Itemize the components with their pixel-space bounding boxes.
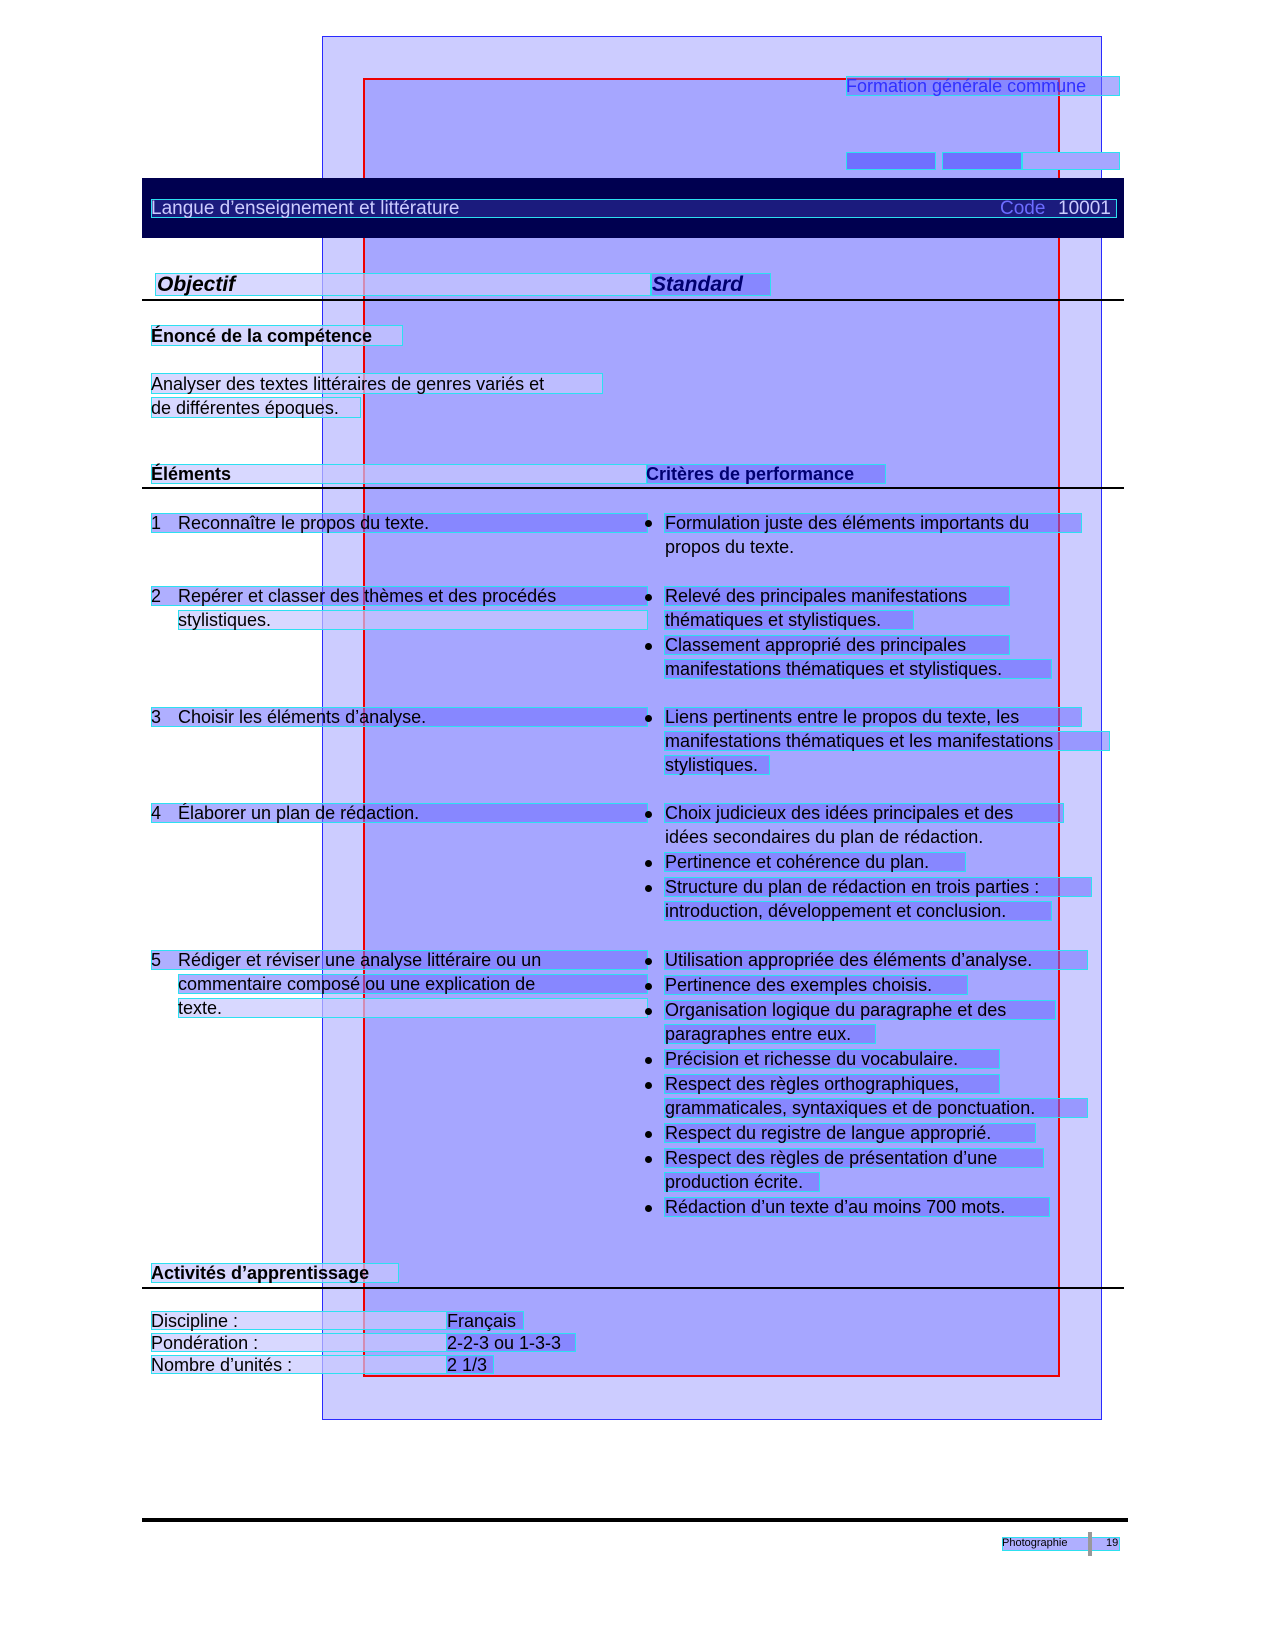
element-text: stylistiques. xyxy=(178,610,272,630)
footer-section: Photographie xyxy=(1002,1537,1068,1549)
criterion-text: Structure du plan de rédaction en trois parties : xyxy=(665,877,1040,897)
criterion-text: Formulation juste des éléments importants du xyxy=(665,513,1030,533)
criterion-text: idées secondaires du plan de rédaction. xyxy=(665,827,984,847)
element-number: 2 xyxy=(151,586,162,606)
criterion-text: stylistiques. xyxy=(665,755,759,775)
course-title: Langue d’enseignement et littérature xyxy=(151,198,460,219)
bullet-icon xyxy=(645,715,652,722)
footer-rule xyxy=(142,1518,1128,1522)
criterion-text: Pertinence et cohérence du plan. xyxy=(665,852,930,872)
criterion-text: Choix judicieux des idées principales et des xyxy=(665,803,1014,823)
criterion-text: introduction, développement et conclusion. xyxy=(665,901,1007,921)
bullet-icon xyxy=(645,1131,652,1138)
element-text: Reconnaître le propos du texte. xyxy=(178,513,430,533)
header-bar-segment xyxy=(1022,152,1120,170)
bullet-icon xyxy=(645,1156,652,1163)
bullet-icon xyxy=(645,1205,652,1212)
criterion-text: Classement approprié des principales xyxy=(665,635,967,655)
element-text: Rédiger et réviser une analyse littéraire ou un xyxy=(178,950,542,970)
criterion-text: Liens pertinents entre le propos du texte, les xyxy=(665,707,1020,727)
objectif-heading: Objectif xyxy=(157,273,236,296)
bullet-icon xyxy=(645,958,652,965)
bullet-icon xyxy=(645,594,652,601)
criterion-text: Rédaction d’un texte d’au moins 700 mots. xyxy=(665,1197,1006,1217)
criterion-text: manifestations thématiques et les manifestations xyxy=(665,731,1054,751)
element-text: commentaire composé ou une explication de xyxy=(178,974,536,994)
header-bar-segment xyxy=(846,152,936,170)
bullet-icon xyxy=(645,811,652,818)
element-text: Choisir les éléments d’analyse. xyxy=(178,707,427,727)
code-label: Code xyxy=(1000,198,1046,219)
bullet-icon xyxy=(645,1082,652,1089)
competence-line: de différentes époques. xyxy=(151,398,339,418)
activity-label: Pondération : xyxy=(151,1333,259,1353)
criterion-text: Relevé des principales manifestations xyxy=(665,586,968,606)
criterion-text: paragraphes entre eux. xyxy=(665,1024,852,1044)
code-value: 10001 xyxy=(1058,198,1111,219)
divider-activities xyxy=(142,1287,1124,1289)
competence-heading: Énoncé de la compétence xyxy=(151,326,373,346)
divider-elements xyxy=(142,487,1124,489)
criterion-text: Respect des règles orthographiques, xyxy=(665,1074,960,1094)
bullet-icon xyxy=(645,1057,652,1064)
criterion-text: Organisation logique du paragraphe et des xyxy=(665,1000,1007,1020)
criterion-text: Respect des règles de présentation d’une xyxy=(665,1148,998,1168)
elements-heading: Éléments xyxy=(151,464,232,484)
criterion-text: thématiques et stylistiques. xyxy=(665,610,882,630)
element-text: Repérer et classer des thèmes et des procédés xyxy=(178,586,557,606)
activity-label: Nombre d’unités : xyxy=(151,1355,293,1375)
element-number: 4 xyxy=(151,803,162,823)
criterion-text: Pertinence des exemples choisis. xyxy=(665,975,933,995)
header-bar xyxy=(846,152,1120,170)
standard-heading: Standard xyxy=(652,273,744,296)
bullet-icon xyxy=(645,860,652,867)
divider-objectif xyxy=(142,299,1124,301)
criterion-text: Respect du registre de langue approprié. xyxy=(665,1123,992,1143)
bullet-icon xyxy=(645,520,652,527)
activity-value: 2-2-3 ou 1-3-3 xyxy=(447,1333,562,1353)
element-highlight xyxy=(178,998,648,1018)
element-text: Élaborer un plan de rédaction. xyxy=(178,803,420,823)
activity-label: Discipline : xyxy=(151,1311,239,1331)
bullet-icon xyxy=(645,983,652,990)
activity-value: Français xyxy=(447,1311,517,1331)
bullet-icon xyxy=(645,643,652,650)
header-bar-segment xyxy=(942,152,1022,170)
element-number: 5 xyxy=(151,950,162,970)
footer-page-number: 19 xyxy=(1106,1537,1119,1549)
element-text: texte. xyxy=(178,998,223,1018)
footer-separator xyxy=(1088,1532,1092,1556)
activity-value: 2 1/3 xyxy=(447,1355,488,1375)
element-number: 3 xyxy=(151,707,162,727)
criterion-text: manifestations thématiques et stylistiques. xyxy=(665,659,1003,679)
criterion-text: production écrite. xyxy=(665,1172,804,1192)
criteria-heading: Critères de performance xyxy=(646,464,855,484)
bullet-icon xyxy=(645,885,652,892)
criterion-text: grammaticales, syntaxiques et de ponctuation. xyxy=(665,1098,1036,1118)
element-number: 1 xyxy=(151,513,162,533)
criterion-text: propos du texte. xyxy=(665,537,795,557)
activities-heading: Activités d’apprentissage xyxy=(151,1263,370,1283)
bullet-icon xyxy=(645,1008,652,1015)
competence-line: Analyser des textes littéraires de genres variés et xyxy=(151,374,545,394)
category-label: Formation générale commune xyxy=(846,76,1087,96)
criterion-text: Utilisation appropriée des éléments d’analyse. xyxy=(665,950,1033,970)
criterion-text: Précision et richesse du vocabulaire. xyxy=(665,1049,959,1069)
